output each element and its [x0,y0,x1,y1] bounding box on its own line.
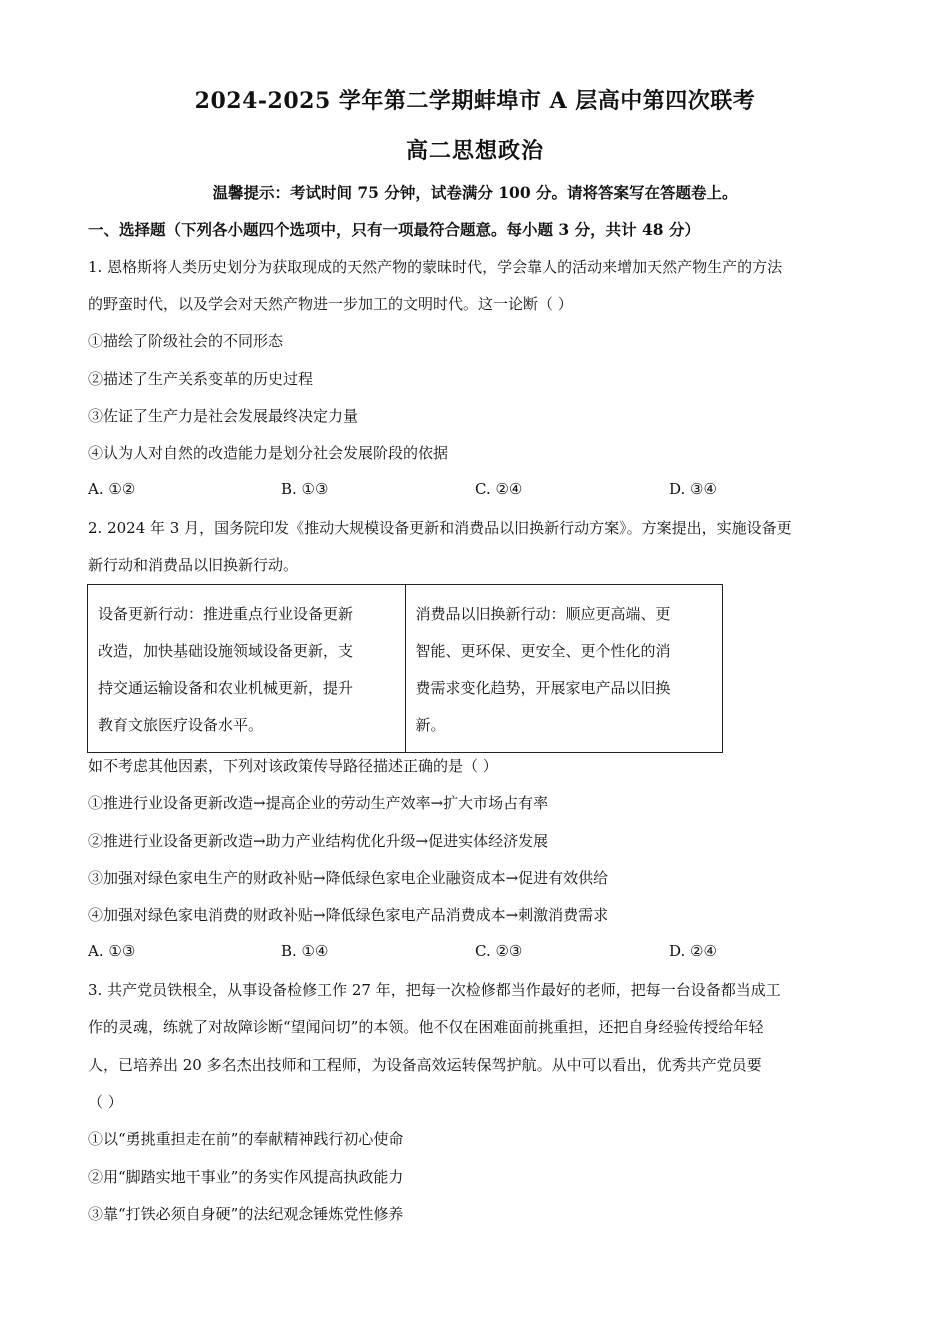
q3-stem-line: （ ） [88,1093,123,1111]
q2-statement: ②推进行业设备更新改造→助力产业结构优化升级→促进实体经济发展 [88,832,549,850]
policy-cell-tradein [405,585,723,753]
policy-cell-line: 消费品以旧换新行动：顺应更高端、更 [415,605,671,623]
q2-statement: ①推进行业设备更新改造→提高企业的劳动生产效率→扩大市场占有率 [88,794,549,812]
exam-title: 2024-2025 学年第二学期蚌埠市 A 层高中第四次联考 [194,88,756,114]
q1-stem-line: 1. 恩格斯将人类历史划分为获取现成的天然产物的蒙昧时代，学会靠人的活动来增加天然产物生产的方法 [88,258,783,276]
section-heading: 一、选择题（下列各小题四个选项中，只有一项最符合题意。每小题 3 分，共计 48 分） [88,220,700,239]
policy-cell-line: 持交通运输设备和农业机械更新，提升 [98,679,354,697]
q2-option-b: B. ①④ [281,942,329,960]
q1-option-a: A. ①② [88,480,136,498]
q2-statement: ③加强对绿色家电生产的财政补贴→降低绿色家电企业融资成本→促进有效供给 [88,869,609,887]
subject-title: 高二思想政治 [405,138,544,164]
q3-stem-line: 3. 共产党员铁根全，从事设备检修工作 27 年，把每一次检修都当作最好的老师，把每一台设备都当成工 [88,981,781,999]
q3-statement: ②用“脚踏实地干事业”的务实作风提高执政能力 [88,1168,404,1186]
policy-cell-line: 费需求变化趋势，开展家电产品以旧换 [415,679,671,697]
q2-statement: ④加强对绿色家电消费的财政补贴→降低绿色家电产品消费成本→刺激消费需求 [88,906,609,924]
policy-cell-line: 改造，加快基础设施领域设备更新，支 [98,642,354,660]
q2-option-d: D. ②④ [669,942,717,960]
q3-statement: ③靠“打铁必须自身硬”的法纪观念锤炼党性修养 [88,1205,404,1223]
q1-statement: ④认为人对自然的改造能力是划分社会发展阶段的依据 [88,444,449,462]
q1-option-b: B. ①③ [281,480,329,498]
policy-cell-line: 教育文旅医疗设备水平。 [98,716,264,734]
policy-cell-line: 新。 [415,716,446,734]
exam-notice: 温馨提示：考试时间 75 分钟，试卷满分 100 分。请将答案写在答题卷上。 [212,183,738,202]
q1-statement: ①描绘了阶级社会的不同形态 [88,332,284,350]
policy-cell-equipment [88,585,406,753]
q3-statement: ①以“勇挑重担走在前”的奉献精神践行初心使命 [88,1130,404,1148]
policy-table [87,584,723,753]
q1-option-d: D. ③④ [669,480,717,498]
q1-statement: ③佐证了生产力是社会发展最终决定力量 [88,407,359,425]
q2-stem-line: 2. 2024 年 3 月，国务院印发《推动大规模设备更新和消费品以旧换新行动方案》。方案提出，实施设备更 [88,519,792,537]
q2-question: 如不考虑其他因素，下列对该政策传导路径描述正确的是（ ） [88,757,498,775]
q1-statement: ②描述了生产关系变革的历史过程 [88,370,314,388]
q2-option-c: C. ②③ [475,942,523,960]
q3-stem-line: 人，已培养出 20 多名杰出技师和工程师，为设备高效运转保驾护航。从中可以看出，优秀共产党员要 [88,1056,762,1074]
q3-stem-line: 作的灵魂，练就了对故障诊断“望闻问切”的本领。他不仅在困难面前挑重担，还把自身经验传授给年轻 [88,1018,764,1036]
q1-stem-line: 的野蛮时代，以及学会对天然产物进一步加工的文明时代。这一论断（ ） [88,295,573,313]
q1-option-c: C. ②④ [475,480,523,498]
policy-cell-line: 智能、更环保、更安全、更个性化的消 [415,642,671,660]
policy-cell-line: 设备更新行动：推进重点行业设备更新 [98,605,354,623]
q2-stem-line: 新行动和消费品以旧换新行动。 [88,556,299,574]
q2-option-a: A. ①③ [88,942,136,960]
